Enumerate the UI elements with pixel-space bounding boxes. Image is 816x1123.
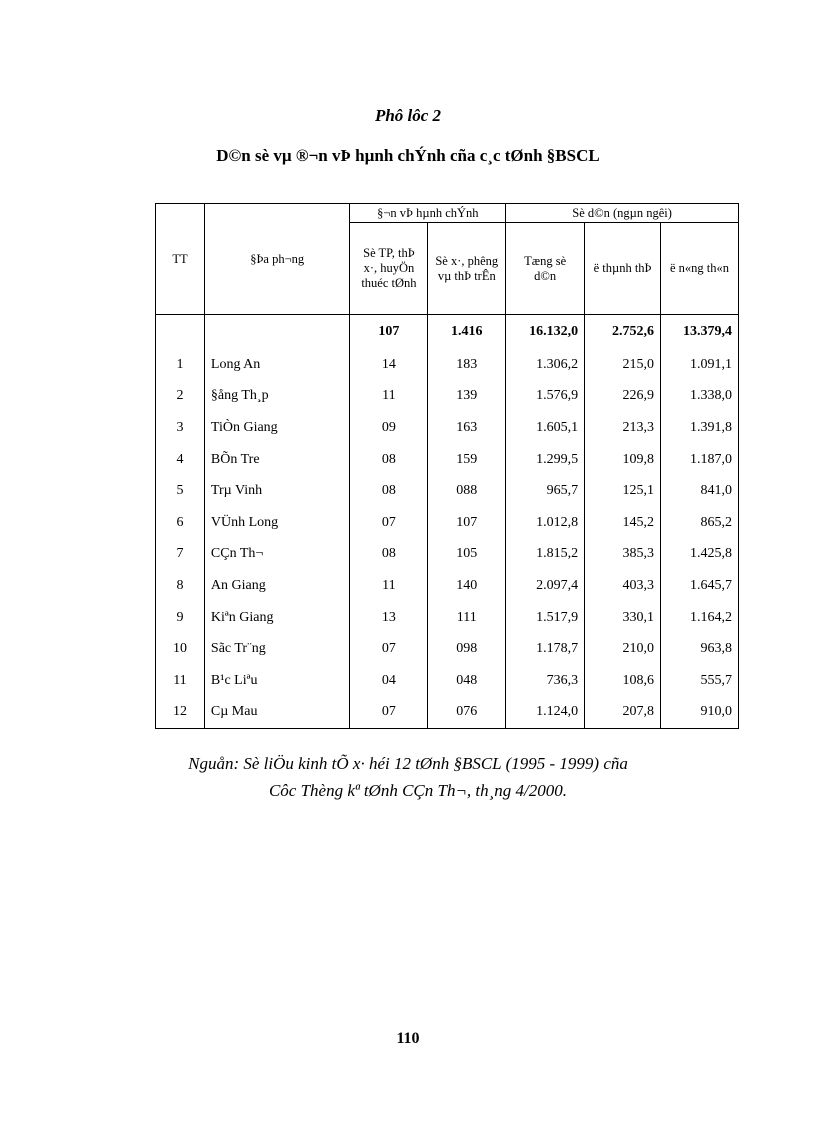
row-communes: 163: [428, 412, 506, 444]
row-districts: 11: [350, 570, 428, 602]
row-urban: 215,0: [585, 349, 661, 381]
table-row: [156, 570, 739, 602]
page-number: 110: [396, 1030, 420, 1047]
table-row: [156, 507, 739, 539]
row-total: 1.517,9: [506, 602, 585, 634]
table-row: [156, 412, 739, 444]
row-rural: 1.338,0: [661, 381, 739, 413]
total-population: 16.132,0: [506, 315, 585, 350]
row-urban: 109,8: [585, 444, 661, 476]
table-row: [156, 697, 739, 729]
row-districts: 04: [350, 665, 428, 697]
row-name: Trµ Vinh: [204, 475, 350, 507]
row-communes: 105: [428, 539, 506, 571]
total-communes: 1.416: [428, 315, 506, 350]
row-total: 1.299,5: [506, 444, 585, 476]
row-name: Cµ Mau: [204, 697, 350, 729]
row-tt: 1: [156, 349, 205, 381]
row-tt: 8: [156, 570, 205, 602]
row-name: Kiªn Giang: [204, 602, 350, 634]
row-urban: 145,2: [585, 507, 661, 539]
row-total: 1.012,8: [506, 507, 585, 539]
row-districts: 07: [350, 633, 428, 665]
row-total: 965,7: [506, 475, 585, 507]
table-row: [156, 349, 739, 381]
row-name: §ång Th¸p: [204, 381, 350, 413]
row-rural: 1.187,0: [661, 444, 739, 476]
row-total: 1.178,7: [506, 633, 585, 665]
row-rural: 1.164,2: [661, 602, 739, 634]
row-total: 1.605,1: [506, 412, 585, 444]
row-name: Long An: [204, 349, 350, 381]
row-rural: 555,7: [661, 665, 739, 697]
row-rural: 865,2: [661, 507, 739, 539]
row-tt: 5: [156, 475, 205, 507]
row-districts: 08: [350, 444, 428, 476]
row-communes: 107: [428, 507, 506, 539]
row-urban: 226,9: [585, 381, 661, 413]
row-communes: 140: [428, 570, 506, 602]
row-districts: 09: [350, 412, 428, 444]
total-tt: [156, 315, 205, 350]
row-urban: 108,6: [585, 665, 661, 697]
table-row: [156, 381, 739, 413]
row-districts: 07: [350, 697, 428, 729]
row-communes: 076: [428, 697, 506, 729]
row-communes: 183: [428, 349, 506, 381]
row-urban: 385,3: [585, 539, 661, 571]
table-row: [156, 665, 739, 697]
row-total: 1.576,9: [506, 381, 585, 413]
row-districts: 11: [350, 381, 428, 413]
row-urban: 125,1: [585, 475, 661, 507]
row-rural: 910,0: [661, 697, 739, 729]
table-row: [156, 444, 739, 476]
header-population: Sè d©n (ngµn ngêi): [506, 204, 739, 223]
row-urban: 210,0: [585, 633, 661, 665]
appendix-label: Phô lôc 2: [374, 106, 442, 125]
header-admin-units: §¬n vÞ hµnh chÝnh: [350, 204, 506, 223]
row-districts: 14: [350, 349, 428, 381]
row-communes: 139: [428, 381, 506, 413]
row-districts: 08: [350, 475, 428, 507]
row-tt: 11: [156, 665, 205, 697]
row-tt: 4: [156, 444, 205, 476]
row-rural: 1.425,8: [661, 539, 739, 571]
row-total: 1.306,2: [506, 349, 585, 381]
row-communes: 159: [428, 444, 506, 476]
table-row: [156, 602, 739, 634]
row-communes: 048: [428, 665, 506, 697]
total-rural: 13.379,4: [661, 315, 739, 350]
table-row: [156, 633, 739, 665]
row-districts: 13: [350, 602, 428, 634]
table-row: [156, 475, 739, 507]
row-tt: 3: [156, 412, 205, 444]
source-line-2: Côc Thèng kª tØnh CÇn Th¬, th¸ng 4/2000.: [268, 781, 568, 800]
header-district-count: Sè TP, thÞ x·, huyÖn thuéc tØnh: [350, 223, 428, 315]
population-admin-table: [155, 203, 739, 729]
total-urban: 2.752,6: [585, 315, 661, 350]
row-tt: 9: [156, 602, 205, 634]
table-row: [156, 539, 739, 571]
header-total-population: Tæng sè d©n: [506, 223, 585, 315]
row-total: 2.097,4: [506, 570, 585, 602]
row-urban: 207,8: [585, 697, 661, 729]
row-communes: 111: [428, 602, 506, 634]
row-urban: 330,1: [585, 602, 661, 634]
header-rural-population: ë n«ng th«n: [661, 223, 739, 315]
row-name: An Giang: [204, 570, 350, 602]
source-note: [0, 750, 816, 804]
row-rural: 963,8: [661, 633, 739, 665]
row-tt: 7: [156, 539, 205, 571]
row-rural: 1.091,1: [661, 349, 739, 381]
row-districts: 07: [350, 507, 428, 539]
row-tt: 2: [156, 381, 205, 413]
header-commune-count: Sè x·, phêng vµ thÞ trÊn: [428, 223, 506, 315]
row-total: 1.815,2: [506, 539, 585, 571]
header-urban-population: ë thµnh thÞ: [585, 223, 661, 315]
row-name: Sãc Tr¨ng: [204, 633, 350, 665]
header-tt: TT: [156, 204, 205, 315]
row-rural: 1.391,8: [661, 412, 739, 444]
row-name: VÜnh Long: [204, 507, 350, 539]
row-name: CÇn Th¬: [204, 539, 350, 571]
total-districts: 107: [350, 315, 428, 350]
row-urban: 403,3: [585, 570, 661, 602]
row-tt: 6: [156, 507, 205, 539]
row-communes: 088: [428, 475, 506, 507]
header-locality: §Þa ph¬ng: [204, 204, 350, 315]
row-rural: 841,0: [661, 475, 739, 507]
row-total: 1.124,0: [506, 697, 585, 729]
total-row: [156, 315, 739, 350]
row-urban: 213,3: [585, 412, 661, 444]
row-name: TiÒn Giang: [204, 412, 350, 444]
row-tt: 10: [156, 633, 205, 665]
row-communes: 098: [428, 633, 506, 665]
source-line-1: Nguån: Sè liÖu kinh tÕ x· héi 12 tØnh §BSCL (1995 - 1999) cña: [188, 754, 628, 773]
row-name: BÕn Tre: [204, 444, 350, 476]
table-title: D©n sè vµ ®¬n vÞ hµnh chÝnh cña c¸c tØnh §BSCL: [216, 146, 600, 165]
row-rural: 1.645,7: [661, 570, 739, 602]
row-tt: 12: [156, 697, 205, 729]
row-districts: 08: [350, 539, 428, 571]
total-name: [204, 315, 350, 350]
row-total: 736,3: [506, 665, 585, 697]
row-name: B¹c Liªu: [204, 665, 350, 697]
